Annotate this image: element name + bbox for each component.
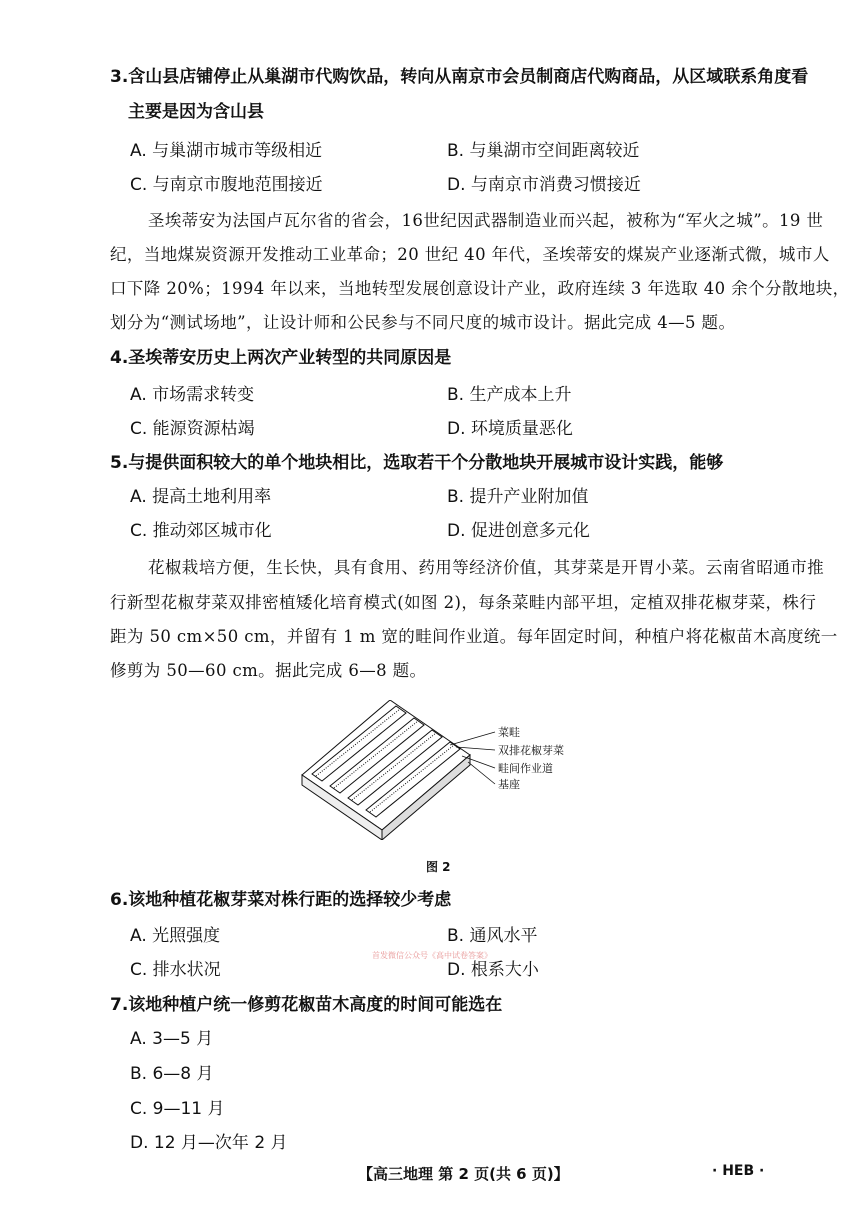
passage1-line-3: 口下降 20%；1994 年以来，当地转型发展创意设计产业，政府连续 3 年选取 40 余个分散地块，: [110, 279, 850, 298]
q4-option-a: A. 市场需求转变: [130, 385, 255, 405]
label-double-row-sprouts: 双排花椒芽菜: [498, 744, 564, 757]
label-vegetable-bed: 菜畦: [498, 726, 520, 739]
passage1-line-2: 纪，当地煤炭资源开发推动工业革命；20 世纪 40 年代，圣埃蒂安的煤炭产业逐渐式微，城市人: [110, 245, 830, 264]
q7-option-d: D. 12 月—次年 2 月: [130, 1133, 288, 1153]
passage2-line-2: 行新型花椒芽菜双排密植矮化培育模式(如图 2)，每条菜畦内部平坦，定植双排花椒芽菜，株行: [110, 593, 817, 612]
watermark-text: 首发微信公众号《高中试卷答案》: [372, 951, 492, 960]
q7-stem: 7.该地种植户统一修剪花椒苗木高度的时间可能选在: [110, 995, 503, 1015]
q6-option-a: A. 光照强度: [130, 926, 221, 946]
q7-option-a: A. 3—5 月: [130, 1029, 214, 1049]
page-footer-info: 【高三地理 第 2 页(共 6 页)】: [358, 1165, 569, 1183]
q3-option-a: A. 与巢湖市城市等级相近: [130, 141, 323, 161]
passage2-line-3: 距为 50 cm×50 cm，并留有 1 m 宽的畦间作业道。每年固定时间，种植户将花椒苗木高度统一: [110, 627, 838, 646]
q5-option-c: C. 推动郊区城市化: [130, 521, 272, 541]
q5-stem: 5.与提供面积较大的单个地块相比，选取若干个分散地块开展城市设计实践，能够: [110, 453, 724, 473]
q5-option-b: B. 提升产业附加值: [447, 487, 589, 507]
q5-option-a: A. 提高土地利用率: [130, 487, 272, 507]
q6-option-c: C. 排水状况: [130, 960, 221, 980]
q4-option-b: B. 生产成本上升: [447, 385, 572, 405]
page-footer-code: · HEB ·: [712, 1163, 765, 1179]
q4-stem: 4.圣埃蒂安历史上两次产业转型的共同原因是: [110, 348, 452, 368]
passage2-line-1: 花椒栽培方便，生长快，具有食用、药用等经济价值，其芽菜是开胃小菜。云南省昭通市推: [148, 558, 824, 577]
q4-option-c: C. 能源资源枯竭: [130, 419, 255, 439]
q5-option-d: D. 促进创意多元化: [447, 521, 590, 541]
q7-option-b: B. 6—8 月: [130, 1064, 214, 1084]
figure-2-diagram: [300, 700, 570, 840]
passage2-line-4: 修剪为 50—60 cm。据此完成 6—8 题。: [110, 661, 427, 680]
label-work-path: 畦间作业道: [498, 762, 553, 775]
passage1-line-4: 划分为“测试场地”，让设计师和公民参与不同尺度的城市设计。据此完成 4—5 题。: [110, 313, 736, 332]
q3-stem-line1: 3.含山县店铺停止从巢湖市代购饮品，转向从南京市会员制商店代购商品，从区域联系角度看: [110, 67, 809, 87]
q3-stem-line2: 主要是因为含山县: [128, 102, 264, 122]
q6-option-b: B. 通风水平: [447, 926, 538, 946]
q6-stem: 6.该地种植花椒芽菜对株行距的选择较少考虑: [110, 890, 452, 910]
label-base: 基座: [498, 778, 520, 791]
figure-2-caption: 图 2: [426, 860, 451, 874]
q3-option-b: B. 与巢湖市空间距离较近: [447, 141, 640, 161]
q6-option-d: D. 根系大小: [447, 960, 539, 980]
q7-option-c: C. 9—11 月: [130, 1099, 225, 1119]
q3-option-c: C. 与南京市腹地范围接近: [130, 175, 323, 195]
q3-option-d: D. 与南京市消费习惯接近: [447, 175, 641, 195]
q4-option-d: D. 环境质量恶化: [447, 419, 573, 439]
passage1-line-1: 圣埃蒂安为法国卢瓦尔省的省会，16世纪因武器制造业而兴起，被称为“军火之城”。19 世: [148, 211, 824, 230]
